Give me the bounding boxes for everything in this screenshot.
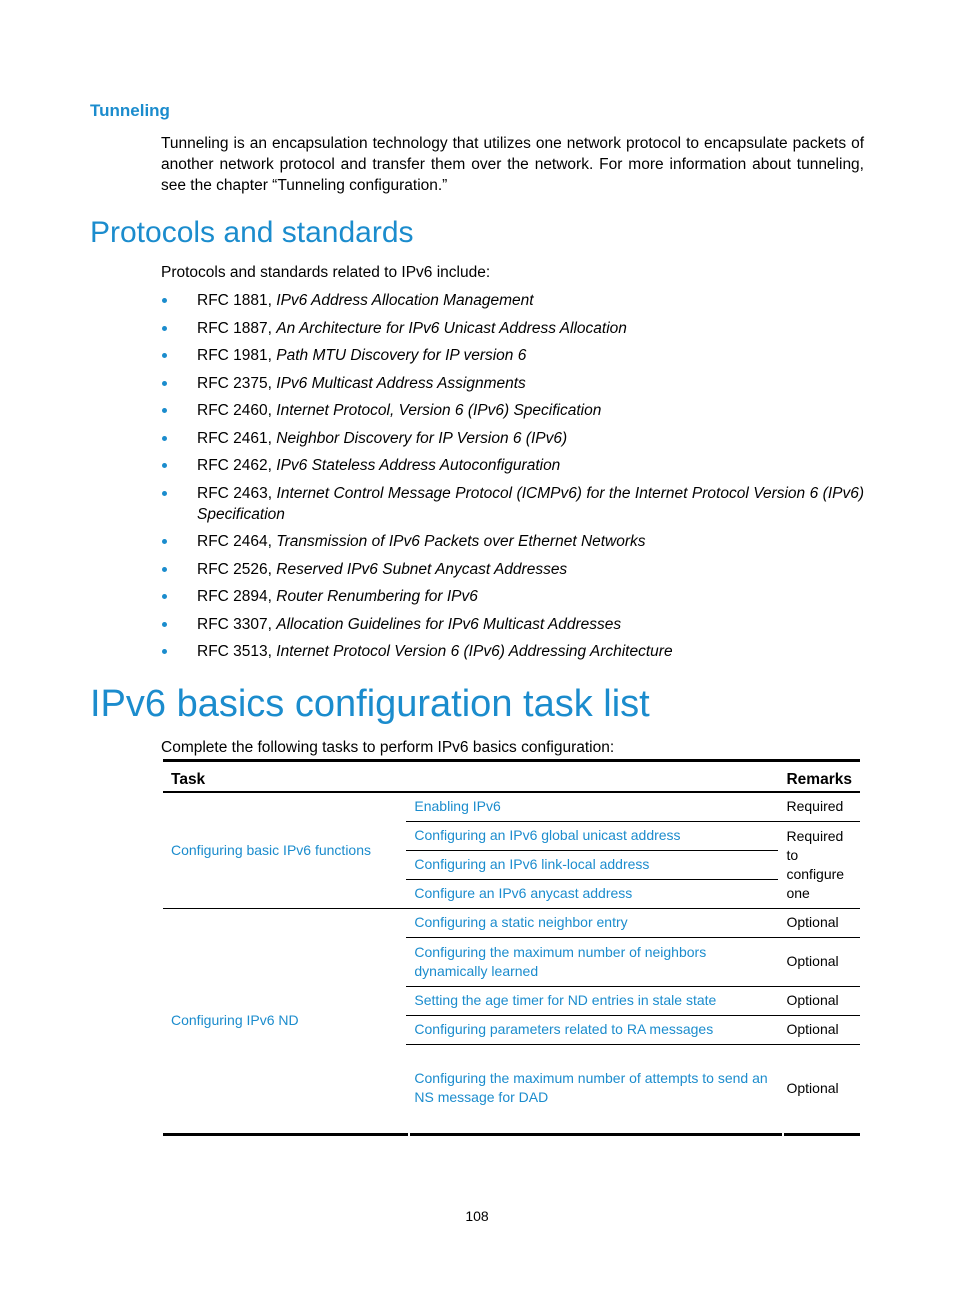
remarks-column-header: Remarks (778, 761, 860, 793)
list-item (161, 400, 864, 421)
bullet-icon (162, 567, 167, 572)
group-link-basic-functions[interactable]: Configuring basic IPv6 functions (163, 792, 406, 908)
bullet-icon (162, 649, 167, 654)
rfc-number: RFC 1881, (197, 292, 272, 309)
bullet-icon (162, 353, 167, 358)
rfc-title: Internet Protocol Version 6 (IPv6) Addressing Architecture (276, 643, 673, 660)
remark-cell: Optional (778, 1015, 860, 1044)
task-link[interactable]: Configuring an IPv6 link-local address (406, 850, 778, 879)
task-link[interactable]: Setting the age timer for ND entries in stale state (406, 986, 778, 1015)
protocols-intro: Protocols and standards related to IPv6 include: (161, 264, 491, 281)
rfc-number: RFC 2460, (197, 402, 272, 419)
rfc-number: RFC 1981, (197, 347, 272, 364)
rfc-title: Router Renumbering for IPv6 (276, 588, 478, 605)
rfc-title: An Architecture for IPv6 Unicast Address Allocation (276, 319, 627, 337)
protocols-heading: Protocols and standards (90, 216, 414, 249)
rfc-title: Internet Control Message Protocol (ICMPv6) for the Internet Protocol Version 6 (IPv6) Specification (197, 484, 864, 523)
task-link[interactable]: Configuring an IPv6 global unicast address (406, 821, 778, 850)
rfc-number: RFC 2463, (197, 484, 273, 502)
list-item (161, 614, 864, 635)
rfc-list (161, 290, 864, 669)
table-bottom-rule (410, 1133, 782, 1136)
rfc-number: RFC 3513, (197, 643, 272, 660)
task-link[interactable]: Configure an IPv6 anycast address (406, 879, 778, 908)
tasklist-heading: IPv6 basics configuration task list (90, 683, 650, 725)
list-item (161, 586, 864, 607)
table-header-row (163, 761, 860, 793)
list-item (161, 318, 864, 339)
rfc-title: IPv6 Multicast Address Assignments (276, 374, 526, 392)
bullet-icon (162, 491, 167, 496)
tunneling-heading: Tunneling (90, 101, 170, 120)
task-link[interactable]: Configuring parameters related to RA messages (406, 1015, 778, 1044)
list-item (161, 373, 864, 394)
list-item (161, 345, 864, 366)
task-link[interactable]: Enabling IPv6 (406, 792, 778, 821)
bullet-icon (162, 436, 167, 441)
table-row (163, 792, 860, 821)
list-item (161, 455, 864, 476)
remark-cell: Required (778, 792, 860, 821)
rfc-number: RFC 2526, (197, 560, 272, 578)
rfc-number: RFC 2461, (197, 429, 272, 447)
task-link[interactable]: Configuring the maximum number of neighbors dynamically learned (406, 937, 778, 986)
list-item (161, 531, 864, 552)
rfc-number: RFC 2462, (197, 457, 272, 474)
task-link[interactable]: Configuring the maximum number of attempts to send an NS message for DAD (414, 1070, 768, 1106)
remark-cell: Optional (778, 908, 860, 937)
list-item (161, 559, 864, 580)
task-link[interactable]: Configuring a static neighbor entry (406, 908, 778, 937)
rfc-title: Neighbor Discovery for IP Version 6 (IPv6) (276, 429, 568, 447)
remark-cell: Optional (778, 986, 860, 1015)
bullet-icon (162, 326, 167, 331)
list-item (161, 428, 864, 449)
bullet-icon (162, 622, 167, 627)
bullet-icon (162, 539, 167, 544)
rfc-number: RFC 1887, (197, 319, 272, 337)
group-link-ipv6-nd[interactable]: Configuring IPv6 ND (171, 1011, 299, 1028)
rfc-number: RFC 2464, (197, 533, 272, 550)
rfc-title: IPv6 Address Allocation Management (276, 292, 534, 309)
tunneling-paragraph: Tunneling is an encapsulation technology that utilizes one network protocol to encapsulate packets of another network protocol and transfer them over the network. For more information about tunneling, see the chapter “Tunneling configuration.” (161, 135, 864, 194)
table-bottom-rule (163, 1133, 408, 1136)
page-number: 108 (465, 1208, 489, 1224)
list-item (161, 641, 864, 662)
rfc-number: RFC 2375, (197, 374, 272, 392)
table-row (163, 908, 860, 937)
bullet-icon (162, 381, 167, 386)
remark-cell: Optional (786, 1079, 839, 1096)
bullet-icon (162, 594, 167, 599)
rfc-number: RFC 3307, (197, 615, 272, 633)
rfc-title: Allocation Guidelines for IPv6 Multicast Addresses (276, 615, 622, 633)
rfc-number: RFC 2894, (197, 588, 272, 605)
list-item (161, 483, 864, 525)
rfc-title: Path MTU Discovery for IP version 6 (276, 347, 527, 364)
tasklist-intro: Complete the following tasks to perform IPv6 basics configuration: (161, 739, 615, 756)
bullet-icon (162, 408, 167, 413)
remark-cell: Optional (778, 937, 860, 986)
table-bottom-rule (784, 1133, 860, 1136)
rfc-title: Internet Protocol, Version 6 (IPv6) Specification (276, 402, 602, 419)
rfc-title: Reserved IPv6 Subnet Anycast Addresses (276, 560, 568, 578)
bullet-icon (162, 298, 167, 303)
bullet-icon (162, 463, 167, 468)
rfc-title: Transmission of IPv6 Packets over Ethernet Networks (276, 533, 646, 550)
remark-cell: Required to configure one (778, 821, 860, 908)
task-table (163, 759, 860, 1132)
task-column-header: Task (163, 761, 778, 793)
list-item (161, 290, 864, 311)
rfc-title: IPv6 Stateless Address Autoconfiguration (276, 457, 561, 474)
